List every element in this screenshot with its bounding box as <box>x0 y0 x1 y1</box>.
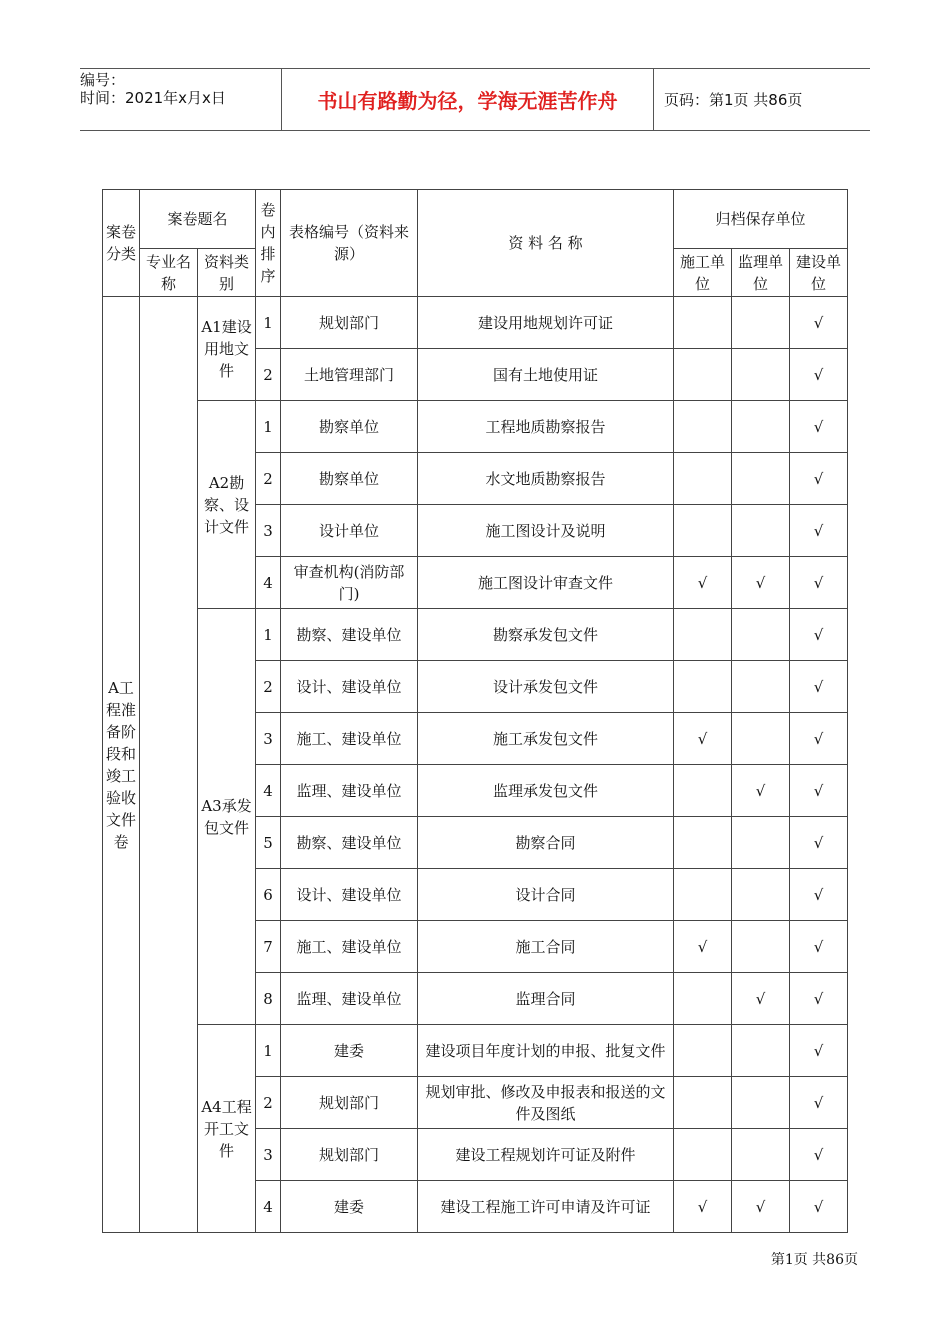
archive-table <box>102 189 848 1233</box>
table-row <box>103 609 848 661</box>
row-document-name: 设计承发包文件 <box>418 661 674 713</box>
header-supervision-unit: 监理单位 <box>732 249 790 297</box>
header-motto: 书山有路勤为径，学海无涯苦作舟 <box>281 69 654 130</box>
row-source: 规划部门 <box>281 1077 418 1129</box>
row-source: 规划部门 <box>281 1129 418 1181</box>
row-source: 审查机构(消防部门) <box>281 557 418 609</box>
header-category: 案卷分类 <box>103 190 140 297</box>
row-supervision-check <box>732 401 790 453</box>
row-supervision-check <box>732 349 790 401</box>
row-supervision-check <box>732 453 790 505</box>
row-construction-check <box>674 609 732 661</box>
document-type-cell: A4工程开工文件 <box>198 1025 256 1233</box>
row-source: 施工、建设单位 <box>281 713 418 765</box>
row-order: 5 <box>256 817 281 869</box>
row-order: 1 <box>256 609 281 661</box>
row-owner-check: √ <box>790 1077 848 1129</box>
row-source: 勘察、建设单位 <box>281 817 418 869</box>
header-archive-unit: 归档保存单位 <box>674 190 848 249</box>
major-name-cell <box>140 297 198 1233</box>
document-type-cell: A1建设用地文件 <box>198 297 256 401</box>
row-order: 2 <box>256 349 281 401</box>
row-owner-check: √ <box>790 557 848 609</box>
row-owner-check: √ <box>790 453 848 505</box>
table-row <box>103 1025 848 1077</box>
header-construction-unit: 施工单位 <box>674 249 732 297</box>
row-document-name: 监理承发包文件 <box>418 765 674 817</box>
row-supervision-check <box>732 817 790 869</box>
row-document-name: 施工图设计及说明 <box>418 505 674 557</box>
row-construction-check <box>674 453 732 505</box>
row-order: 2 <box>256 1077 281 1129</box>
header-major-name: 专业名称 <box>140 249 198 297</box>
row-order: 3 <box>256 505 281 557</box>
document-number-label: 编号： <box>80 71 126 89</box>
table-row <box>103 297 848 349</box>
row-source: 勘察、建设单位 <box>281 609 418 661</box>
row-construction-check: √ <box>674 1181 732 1233</box>
row-construction-check <box>674 401 732 453</box>
document-time-label: 时间：2021年x月x日 <box>80 89 226 107</box>
row-document-name: 水文地质勘察报告 <box>418 453 674 505</box>
header-meta <box>80 69 281 130</box>
header-form-number: 表格编号（资料来源） <box>281 190 418 297</box>
row-document-name: 施工图设计审查文件 <box>418 557 674 609</box>
row-supervision-check <box>732 297 790 349</box>
header-document-type: 资料类别 <box>198 249 256 297</box>
row-supervision-check <box>732 661 790 713</box>
row-order: 7 <box>256 921 281 973</box>
page-footer: 第1页 共86页 <box>770 1252 858 1268</box>
row-order: 1 <box>256 1025 281 1077</box>
row-construction-check <box>674 349 732 401</box>
row-document-name: 工程地质勘察报告 <box>418 401 674 453</box>
row-source: 土地管理部门 <box>281 349 418 401</box>
row-source: 建委 <box>281 1181 418 1233</box>
row-source: 规划部门 <box>281 297 418 349</box>
row-owner-check: √ <box>790 973 848 1025</box>
row-document-name: 施工合同 <box>418 921 674 973</box>
row-order: 2 <box>256 661 281 713</box>
document-type-cell: A2勘察、设计文件 <box>198 401 256 609</box>
header-document-name: 资 料 名 称 <box>418 190 674 297</box>
header-order: 卷内排序 <box>256 190 281 297</box>
row-owner-check: √ <box>790 713 848 765</box>
row-construction-check: √ <box>674 557 732 609</box>
header-owner-unit: 建设单位 <box>790 249 848 297</box>
row-owner-check: √ <box>790 609 848 661</box>
row-order: 3 <box>256 713 281 765</box>
row-supervision-check: √ <box>732 557 790 609</box>
row-supervision-check <box>732 505 790 557</box>
row-owner-check: √ <box>790 401 848 453</box>
row-document-name: 勘察承发包文件 <box>418 609 674 661</box>
row-owner-check: √ <box>790 921 848 973</box>
row-source: 设计单位 <box>281 505 418 557</box>
row-owner-check: √ <box>790 1129 848 1181</box>
row-document-name: 规划审批、修改及申报表和报送的文件及图纸 <box>418 1077 674 1129</box>
row-construction-check <box>674 297 732 349</box>
table-row <box>103 401 848 453</box>
row-document-name: 建设用地规划许可证 <box>418 297 674 349</box>
row-order: 1 <box>256 401 281 453</box>
row-source: 设计、建设单位 <box>281 869 418 921</box>
row-source: 建委 <box>281 1025 418 1077</box>
row-source: 设计、建设单位 <box>281 661 418 713</box>
row-document-name: 建设工程规划许可证及附件 <box>418 1129 674 1181</box>
row-supervision-check <box>732 713 790 765</box>
row-document-name: 设计合同 <box>418 869 674 921</box>
row-source: 施工、建设单位 <box>281 921 418 973</box>
row-order: 4 <box>256 1181 281 1233</box>
row-order: 4 <box>256 557 281 609</box>
row-source: 勘察单位 <box>281 401 418 453</box>
row-construction-check <box>674 869 732 921</box>
header-file-title: 案卷题名 <box>140 190 256 249</box>
row-order: 3 <box>256 1129 281 1181</box>
row-supervision-check <box>732 609 790 661</box>
row-owner-check: √ <box>790 505 848 557</box>
row-source: 监理、建设单位 <box>281 973 418 1025</box>
document-type-cell: A3承发包文件 <box>198 609 256 1025</box>
row-owner-check: √ <box>790 817 848 869</box>
page-header <box>80 68 870 131</box>
row-supervision-check <box>732 1077 790 1129</box>
row-construction-check: √ <box>674 921 732 973</box>
row-construction-check <box>674 661 732 713</box>
row-supervision-check: √ <box>732 765 790 817</box>
row-construction-check <box>674 1077 732 1129</box>
row-order: 2 <box>256 453 281 505</box>
row-construction-check <box>674 1025 732 1077</box>
row-order: 6 <box>256 869 281 921</box>
row-supervision-check <box>732 1129 790 1181</box>
row-supervision-check <box>732 1025 790 1077</box>
row-document-name: 建设项目年度计划的申报、批复文件 <box>418 1025 674 1077</box>
row-source: 勘察单位 <box>281 453 418 505</box>
row-owner-check: √ <box>790 869 848 921</box>
row-owner-check: √ <box>790 1181 848 1233</box>
row-source: 监理、建设单位 <box>281 765 418 817</box>
row-owner-check: √ <box>790 765 848 817</box>
row-order: 1 <box>256 297 281 349</box>
row-supervision-check: √ <box>732 973 790 1025</box>
row-construction-check: √ <box>674 713 732 765</box>
row-document-name: 勘察合同 <box>418 817 674 869</box>
row-document-name: 施工承发包文件 <box>418 713 674 765</box>
row-document-name: 建设工程施工许可申请及许可证 <box>418 1181 674 1233</box>
row-supervision-check <box>732 869 790 921</box>
header-page-number: 页码：第1页 共86页 <box>664 91 803 109</box>
row-owner-check: √ <box>790 661 848 713</box>
row-construction-check <box>674 765 732 817</box>
category-cell: A工程准备阶段和竣工验收文件卷 <box>103 297 140 1233</box>
row-owner-check: √ <box>790 1025 848 1077</box>
row-document-name: 监理合同 <box>418 973 674 1025</box>
row-supervision-check: √ <box>732 1181 790 1233</box>
row-construction-check <box>674 817 732 869</box>
row-supervision-check <box>732 921 790 973</box>
row-order: 8 <box>256 973 281 1025</box>
row-document-name: 国有土地使用证 <box>418 349 674 401</box>
row-owner-check: √ <box>790 349 848 401</box>
row-construction-check <box>674 1129 732 1181</box>
row-order: 4 <box>256 765 281 817</box>
row-construction-check <box>674 505 732 557</box>
row-owner-check: √ <box>790 297 848 349</box>
row-construction-check <box>674 973 732 1025</box>
